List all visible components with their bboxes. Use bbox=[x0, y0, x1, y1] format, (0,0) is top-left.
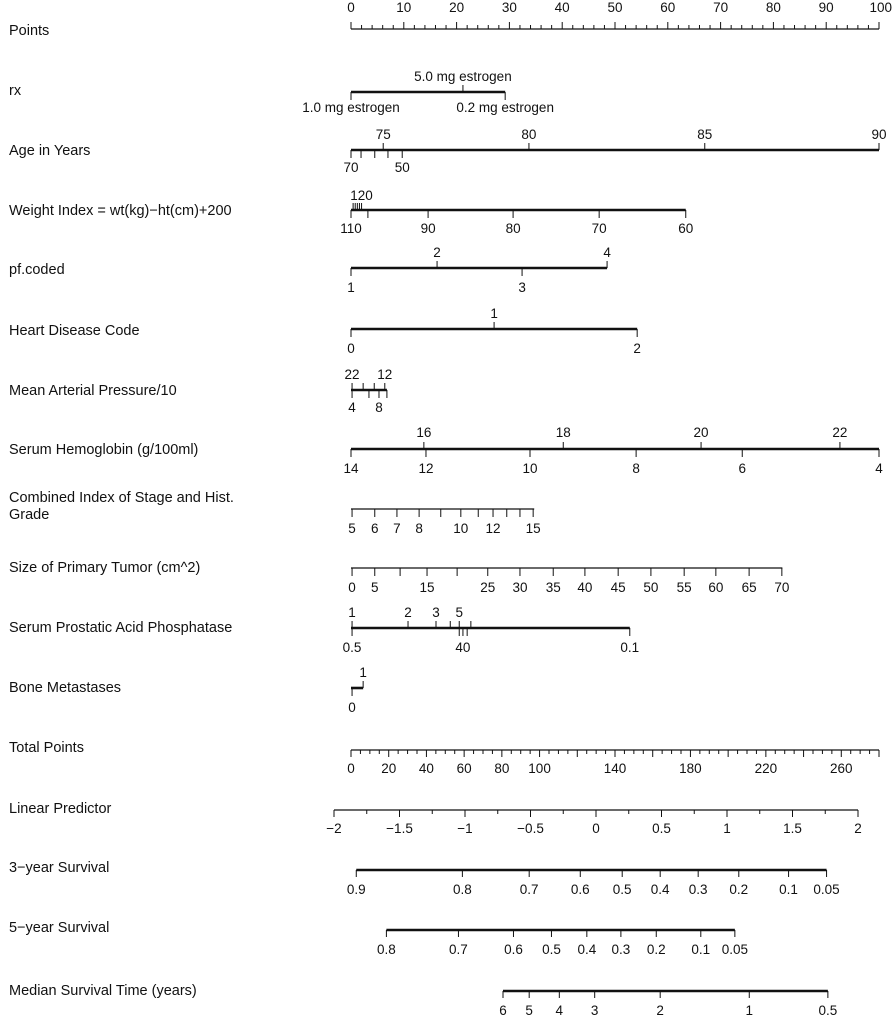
tick-label: 2 bbox=[433, 245, 441, 260]
tick-label: 0.5 bbox=[542, 942, 561, 957]
tick-label: 25 bbox=[480, 580, 496, 595]
tick-label: 0.5 bbox=[612, 882, 632, 897]
tick-label: 65 bbox=[741, 580, 757, 595]
tick-label: 0.3 bbox=[611, 942, 631, 957]
tick-label: 15 bbox=[525, 521, 541, 536]
tick-label: 60 bbox=[678, 221, 694, 236]
tick-label: 80 bbox=[521, 127, 537, 142]
tick-label: 10 bbox=[522, 461, 538, 476]
tick-label: 90 bbox=[871, 127, 887, 142]
tick-label: 1.5 bbox=[783, 821, 802, 836]
axis-name-label: Serum Prostatic Acid Phosphatase bbox=[9, 620, 233, 636]
tick-label: 70 bbox=[774, 580, 790, 595]
tick-label: 0.5 bbox=[342, 640, 362, 655]
tick-label: 90 bbox=[818, 0, 834, 15]
tick-label: 8 bbox=[375, 400, 383, 415]
tick-label: 30 bbox=[501, 0, 517, 15]
tick-label: 12 bbox=[418, 461, 434, 476]
tick-label: 12 bbox=[377, 367, 393, 382]
tick-label: 2 bbox=[854, 821, 862, 836]
tick-label: 0 bbox=[592, 821, 600, 836]
tick-label: 80 bbox=[765, 0, 781, 15]
tick-label: 0.9 bbox=[346, 882, 366, 897]
tick-label: 120 bbox=[350, 188, 373, 203]
tick-label: 0.5 bbox=[818, 1003, 838, 1018]
tick-label: 90 bbox=[420, 221, 436, 236]
tick-label: 220 bbox=[754, 761, 778, 776]
tick-label: 8 bbox=[415, 521, 423, 536]
tick-label: 45 bbox=[610, 580, 626, 595]
tick-label: 0.2 bbox=[646, 942, 666, 957]
tick-label: 0 bbox=[347, 341, 355, 356]
axis-name-label: Combined Index of Stage and Hist. bbox=[9, 490, 234, 506]
tick-label: 20 bbox=[449, 0, 465, 15]
tick-label: 0.05 bbox=[813, 882, 840, 897]
tick-label: 12 bbox=[485, 521, 501, 536]
tick-label: 100 bbox=[528, 761, 551, 776]
tick-label: 0.6 bbox=[504, 942, 523, 957]
tick-label: 60 bbox=[660, 0, 676, 15]
tick-label: 40 bbox=[455, 640, 471, 655]
tick-label: 5 bbox=[455, 605, 463, 620]
tick-label: 140 bbox=[603, 761, 627, 776]
tick-label: 0.3 bbox=[688, 882, 708, 897]
tick-label: 22 bbox=[344, 367, 360, 382]
tick-label: 0.4 bbox=[577, 942, 597, 957]
tick-label: 0.5 bbox=[652, 821, 671, 836]
tick-label: 40 bbox=[577, 580, 593, 595]
tick-label: 100 bbox=[869, 0, 892, 15]
tick-label: 5 bbox=[371, 580, 379, 595]
axis-name-label: rx bbox=[9, 83, 22, 99]
tick-label: 110 bbox=[340, 221, 362, 236]
tick-label: 1.0 mg estrogen bbox=[302, 100, 400, 115]
axis-name-label: Total Points bbox=[9, 740, 84, 756]
tick-label: 2 bbox=[404, 605, 412, 620]
tick-label: 0.4 bbox=[650, 882, 670, 897]
tick-label: 20 bbox=[381, 761, 397, 776]
axis-name-label: Bone Metastases bbox=[9, 680, 122, 696]
tick-label: 0.1 bbox=[779, 882, 798, 897]
tick-label: 1 bbox=[490, 306, 498, 321]
tick-label: 0.05 bbox=[721, 942, 749, 957]
tick-label: 35 bbox=[545, 580, 561, 595]
axis-name-label: Serum Hemoglobin (g/100ml) bbox=[9, 442, 199, 458]
tick-label: 10 bbox=[453, 521, 469, 536]
tick-label: 260 bbox=[830, 761, 853, 776]
axis-name-label: Mean Arterial Pressure/10 bbox=[9, 383, 177, 399]
tick-label: 0.1 bbox=[620, 640, 640, 655]
tick-label: 70 bbox=[343, 160, 359, 175]
axis-name-label: 5−year Survival bbox=[9, 920, 110, 936]
axis-name-label: Linear Predictor bbox=[9, 801, 112, 817]
tick-label: 15 bbox=[419, 580, 435, 595]
tick-label: 4 bbox=[348, 400, 356, 415]
axis-name-label: Median Survival Time (years) bbox=[9, 983, 197, 999]
tick-label: 0.8 bbox=[452, 882, 472, 897]
axis-name-label: Size of Primary Tumor (cm^2) bbox=[9, 560, 201, 576]
tick-label: −1.5 bbox=[386, 821, 413, 836]
tick-label: 70 bbox=[591, 221, 607, 236]
tick-label: 6 bbox=[499, 1003, 507, 1018]
tick-label: 60 bbox=[456, 761, 472, 776]
tick-label: 22 bbox=[832, 425, 848, 440]
tick-label: 80 bbox=[505, 221, 521, 236]
tick-label: 6 bbox=[371, 521, 379, 536]
tick-label: 10 bbox=[396, 0, 412, 15]
tick-label: 1 bbox=[745, 1003, 754, 1018]
axis-name-label: Weight Index = wt(kg)−ht(cm)+200 bbox=[9, 203, 232, 219]
tick-label: 7 bbox=[393, 521, 401, 536]
tick-label: 75 bbox=[375, 127, 391, 142]
axis-name-label: pf.coded bbox=[9, 262, 65, 278]
tick-label: 8 bbox=[632, 461, 640, 476]
tick-label: 18 bbox=[555, 425, 571, 440]
tick-label: 3 bbox=[590, 1003, 599, 1018]
tick-label: 0.6 bbox=[570, 882, 590, 897]
tick-label: 50 bbox=[394, 160, 410, 175]
axis-name-label: 3−year Survival bbox=[9, 860, 110, 876]
tick-label: 1 bbox=[348, 605, 356, 620]
tick-label: 2 bbox=[656, 1003, 664, 1018]
tick-label: 180 bbox=[679, 761, 702, 776]
tick-label: −0.5 bbox=[517, 821, 544, 836]
axis-name-label: Grade bbox=[9, 507, 50, 523]
tick-label: 1 bbox=[347, 280, 355, 295]
tick-label: 6 bbox=[738, 461, 747, 476]
tick-label: 1 bbox=[723, 821, 731, 836]
tick-label: 2 bbox=[633, 341, 641, 356]
tick-label: 5 bbox=[348, 521, 356, 536]
tick-label: 40 bbox=[418, 761, 434, 776]
tick-label: 16 bbox=[416, 425, 432, 440]
tick-label: 20 bbox=[693, 425, 709, 440]
tick-label: 60 bbox=[708, 580, 724, 595]
tick-label: 4 bbox=[603, 245, 611, 260]
tick-label: 4 bbox=[875, 461, 883, 476]
tick-label: 50 bbox=[643, 580, 659, 595]
tick-label: −2 bbox=[326, 821, 342, 836]
axis-name-label: Heart Disease Code bbox=[9, 323, 140, 339]
tick-label: 0 bbox=[348, 580, 356, 595]
tick-label: 85 bbox=[697, 127, 713, 142]
tick-label: 0.1 bbox=[691, 942, 711, 957]
tick-label: 4 bbox=[555, 1003, 564, 1018]
tick-label: 50 bbox=[607, 0, 623, 15]
tick-label: 1 bbox=[359, 665, 367, 680]
tick-label: 0.7 bbox=[449, 942, 468, 957]
tick-label: 0.2 mg estrogen bbox=[456, 100, 554, 115]
tick-label: −1 bbox=[457, 821, 473, 836]
tick-label: 70 bbox=[713, 0, 729, 15]
tick-label: 40 bbox=[554, 0, 570, 15]
tick-label: 0.8 bbox=[377, 942, 396, 957]
tick-label: 5.0 mg estrogen bbox=[414, 69, 512, 84]
tick-label: 0 bbox=[347, 761, 355, 776]
tick-label: 5 bbox=[525, 1003, 533, 1018]
tick-label: 0 bbox=[347, 0, 355, 15]
axis-name-label: Age in Years bbox=[9, 143, 91, 159]
tick-label: 0.7 bbox=[519, 882, 539, 897]
tick-label: 3 bbox=[432, 605, 440, 620]
tick-label: 3 bbox=[518, 280, 526, 295]
tick-label: 30 bbox=[512, 580, 528, 595]
tick-label: 0 bbox=[348, 700, 356, 715]
tick-label: 14 bbox=[343, 461, 359, 476]
tick-label: 80 bbox=[494, 761, 510, 776]
tick-label: 55 bbox=[676, 580, 692, 595]
axis-name-label: Points bbox=[9, 23, 50, 39]
tick-label: 0.2 bbox=[729, 882, 749, 897]
